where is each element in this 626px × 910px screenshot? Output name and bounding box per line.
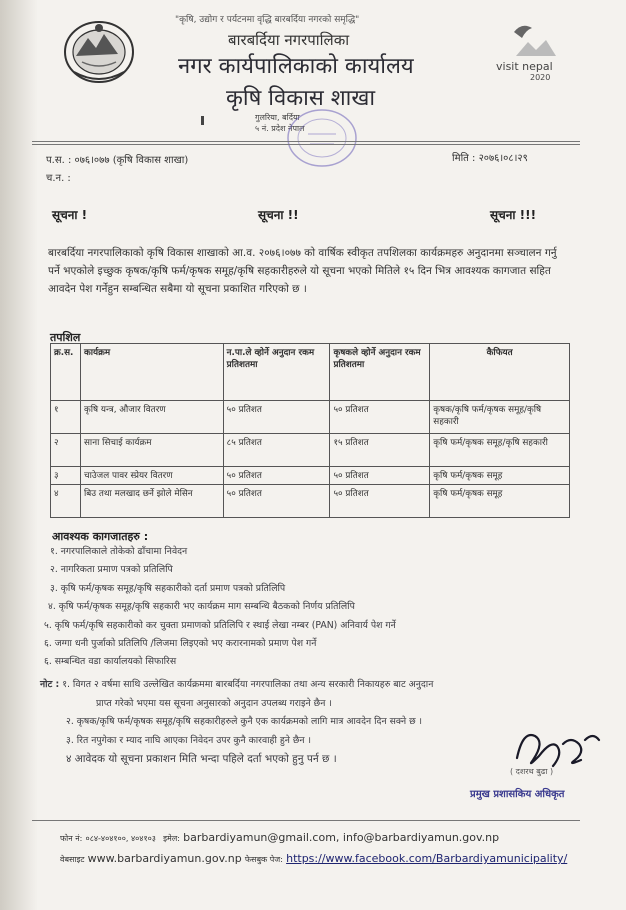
municipality-name: बारबर्दिया नगरपालिका bbox=[228, 31, 350, 49]
visit-nepal-icon bbox=[492, 18, 572, 84]
program-table bbox=[50, 343, 570, 518]
note-item: २. कृषक/कृषि फर्म/कृषक समूह/कृषि सहकारीहरुले कुनै एक कार्यक्रमको लागि मात्र आवदेन दिन सक्ने छ । bbox=[66, 716, 423, 727]
cell-sn: ४ bbox=[51, 485, 81, 518]
table-row bbox=[51, 485, 570, 518]
notice-paragraph: बारबर्दिया नगरपालिकाको कृषि विकास शाखाको आ.व. २०७६।०७७ को वार्षिक स्वीकृत तपशिलका कार्यक्रमहरु अनुदानमा सञ्चालन गर्नु पर्ने भएकोले इच्छुक कृषक/कृषि फर्म/कृषक समूह/कृषि सहकारीहरुले यो सूचना भएको मितिले १५ दिन भित्र आवश्यक कागजात सहित आवदेन पेश गर्नेहुन सम्बन्धित सबैमा यो सूचना प्रकाशित गरिएको छ । bbox=[48, 247, 557, 295]
list-item: १. नगरपालिकाले तोकेको ढाँचामा निवेदन bbox=[50, 546, 188, 557]
footer bbox=[60, 828, 567, 870]
cell-remarks: कृषि फर्म/कृषक समूह bbox=[430, 485, 570, 518]
office-stamp bbox=[282, 104, 362, 172]
notice-label-2: सूचना !! bbox=[258, 208, 299, 222]
cell-program: चाउेजल पावर स्प्रेयर वितरण bbox=[80, 467, 223, 485]
note-row bbox=[40, 676, 600, 695]
cell-remarks: कृषि फर्म/कृषक समूह/कृषि सहकारी bbox=[430, 434, 570, 467]
col-header-sn: क्र.स. bbox=[51, 344, 81, 401]
cell-sn: ३ bbox=[51, 467, 81, 485]
list-item: ४. कृषि फर्म/कृषक समूह/कृषि सहकारी भए कार्यक्रम माग सम्बन्धि बैठकको निर्णय प्रतिलिपि bbox=[48, 601, 355, 613]
list-item: ३. कृषि फर्म/कृषक समूह/कृषि सहकारीको दर्ता प्रमाण पत्रको प्रतिलिपि bbox=[50, 582, 286, 594]
cell-remarks: कृषि फर्म/कृषक समूह bbox=[430, 467, 570, 485]
dispatch-number: च.न. : bbox=[46, 173, 71, 184]
note-item: प्राप्त गरेको भएमा यस सूचना अनुसारको अनुदान उपलब्ध गराइने छैन । bbox=[96, 697, 332, 709]
col-header-farmer-share: कृषकले व्होर्ने अनुदान रकम प्रतिशतमा bbox=[330, 344, 430, 401]
footer-divider bbox=[32, 820, 580, 821]
phone-label: फोन नं: bbox=[60, 834, 83, 843]
ref-number: प.स. : ०७६।०७७ (कृषि विकास शाखा) bbox=[46, 155, 189, 166]
facebook-label: फेसबुक पेज: bbox=[244, 855, 283, 864]
notice-label-1: सूचना ! bbox=[52, 208, 88, 222]
address-line-2: ५ नं. प्रदेश नेपाल bbox=[255, 124, 305, 133]
visit-nepal-text: visit nepal bbox=[496, 60, 553, 73]
cell-municipality-share: ५० प्रतिशत bbox=[223, 485, 330, 518]
note-item: ३. रित नपुगेका र म्याद नाघि आएका निवेदन उपर कुनै कारवाही हुने छैन । bbox=[66, 734, 312, 746]
email-addresses[interactable]: barbardiyamun@gmail.com, info@barbardiyamun.gov.np bbox=[183, 831, 500, 844]
cell-municipality-share: ५० प्रतिशत bbox=[223, 467, 330, 485]
signatory-name: ( दशरथ बुढा ) bbox=[510, 767, 554, 776]
cell-remarks: कृषक/कृषि फर्म/कृषक समूह/कृषि सहकारी bbox=[430, 401, 570, 434]
list-item: ६. जग्गा धनी पुर्जाको प्रतिलिपि /लिजमा लिइएको भए करारनामको प्रमाण पेश गर्ने bbox=[44, 638, 317, 650]
signatory-title: प्रमुख प्रशासकिय अधिकृत bbox=[470, 789, 565, 800]
cell-program: बिउ तथा मलखाद छर्ने झोले मेसिन bbox=[80, 485, 223, 518]
cell-municipality-share: ५० प्रतिशत bbox=[223, 401, 330, 434]
notice-date: मिति : २०७६।०८।२९ bbox=[452, 153, 528, 164]
list-item: ६. सम्बन्धित वडा कार्यालयको सिफारिस bbox=[44, 656, 177, 668]
notes-label: नोट : bbox=[40, 679, 60, 690]
footer-web-line bbox=[60, 849, 567, 870]
cell-program: साना सिचाई कार्यक्रम bbox=[80, 434, 223, 467]
address-line-1: गुलरिया, बर्दिया bbox=[255, 113, 300, 122]
nepal-emblem-icon bbox=[60, 16, 138, 86]
cell-farmer-share: ५० प्रतिशत bbox=[330, 485, 430, 518]
cell-farmer-share: ५० प्रतिशत bbox=[330, 401, 430, 434]
cell-program: कृषि यन्त्र, औजार वितरण bbox=[80, 401, 223, 434]
documents-title: आवश्यक कागजातहरु : bbox=[52, 530, 149, 543]
tagline: "कृषि, उद्योग र पर्यटनमा वृद्धि बारबर्दिया नगरको समृद्धि" bbox=[175, 15, 360, 25]
cell-sn: २ bbox=[51, 434, 81, 467]
cell-municipality-share: ८५ प्रतिशत bbox=[223, 434, 330, 467]
col-header-municipality-share: न.पा.ले व्होर्ने अनुदान रकम प्रतिशतमा bbox=[223, 344, 330, 401]
note-item: १. विगत २ वर्षमा साथि उल्लेखित कार्यक्रममा बारबर्दिया नगरपालिका तथा अन्य सरकारी निकायहरु बाट अनुदान bbox=[62, 679, 434, 690]
list-item: २. नागरिकता प्रमाण पत्रको प्रतिलिपि bbox=[50, 564, 173, 576]
website-link[interactable]: www.barbardiyamun.gov.np bbox=[87, 852, 242, 865]
footer-contact-line bbox=[60, 828, 567, 849]
list-item: ५. कृषि फर्म/कृषि सहकारीको कर चुक्ता प्रमाणको प्रतिलिपि र स्थाई लेखा नम्बर (PAN) अनिवार्य पेश गर्ने bbox=[44, 619, 396, 631]
col-header-remarks: कैफियत bbox=[430, 344, 570, 401]
visit-nepal-logo bbox=[492, 18, 572, 84]
page-shadow bbox=[0, 0, 38, 910]
visit-nepal-year: 2020 bbox=[530, 73, 551, 82]
facebook-link[interactable]: https://www.facebook.com/Barbardiyamunicipality/ bbox=[286, 852, 568, 865]
notice-label-3: सूचना !!! bbox=[490, 208, 537, 222]
table-row bbox=[51, 401, 570, 434]
phone-number: ०८४-४०४१००, ४०४१०३ bbox=[85, 834, 156, 843]
cell-farmer-share: ५० प्रतिशत bbox=[330, 467, 430, 485]
ink-mark bbox=[201, 116, 204, 125]
email-label: इमेल: bbox=[163, 834, 180, 843]
website-label: वेबसाइट bbox=[60, 855, 85, 864]
section-name: कृषि विकास शाखा bbox=[226, 86, 376, 111]
cell-sn: १ bbox=[51, 401, 81, 434]
cell-farmer-share: १५ प्रतिशत bbox=[330, 434, 430, 467]
table-row bbox=[51, 467, 570, 485]
top-divider bbox=[32, 141, 580, 142]
table-row bbox=[51, 434, 570, 467]
top-divider-double bbox=[32, 144, 580, 145]
documents-list bbox=[44, 543, 584, 672]
office-name: नगर कार्यपालिकाको कार्यालय bbox=[178, 54, 414, 79]
table-title: तपशिल bbox=[50, 331, 81, 344]
note-item: ४ आवेदक यो सूचना प्रकाशन मिति भन्दा पहिले दर्ता भएको हुनु पर्न छ । bbox=[66, 753, 337, 765]
col-header-program: कार्यक्रम bbox=[80, 344, 223, 401]
table-header-row bbox=[51, 344, 570, 401]
